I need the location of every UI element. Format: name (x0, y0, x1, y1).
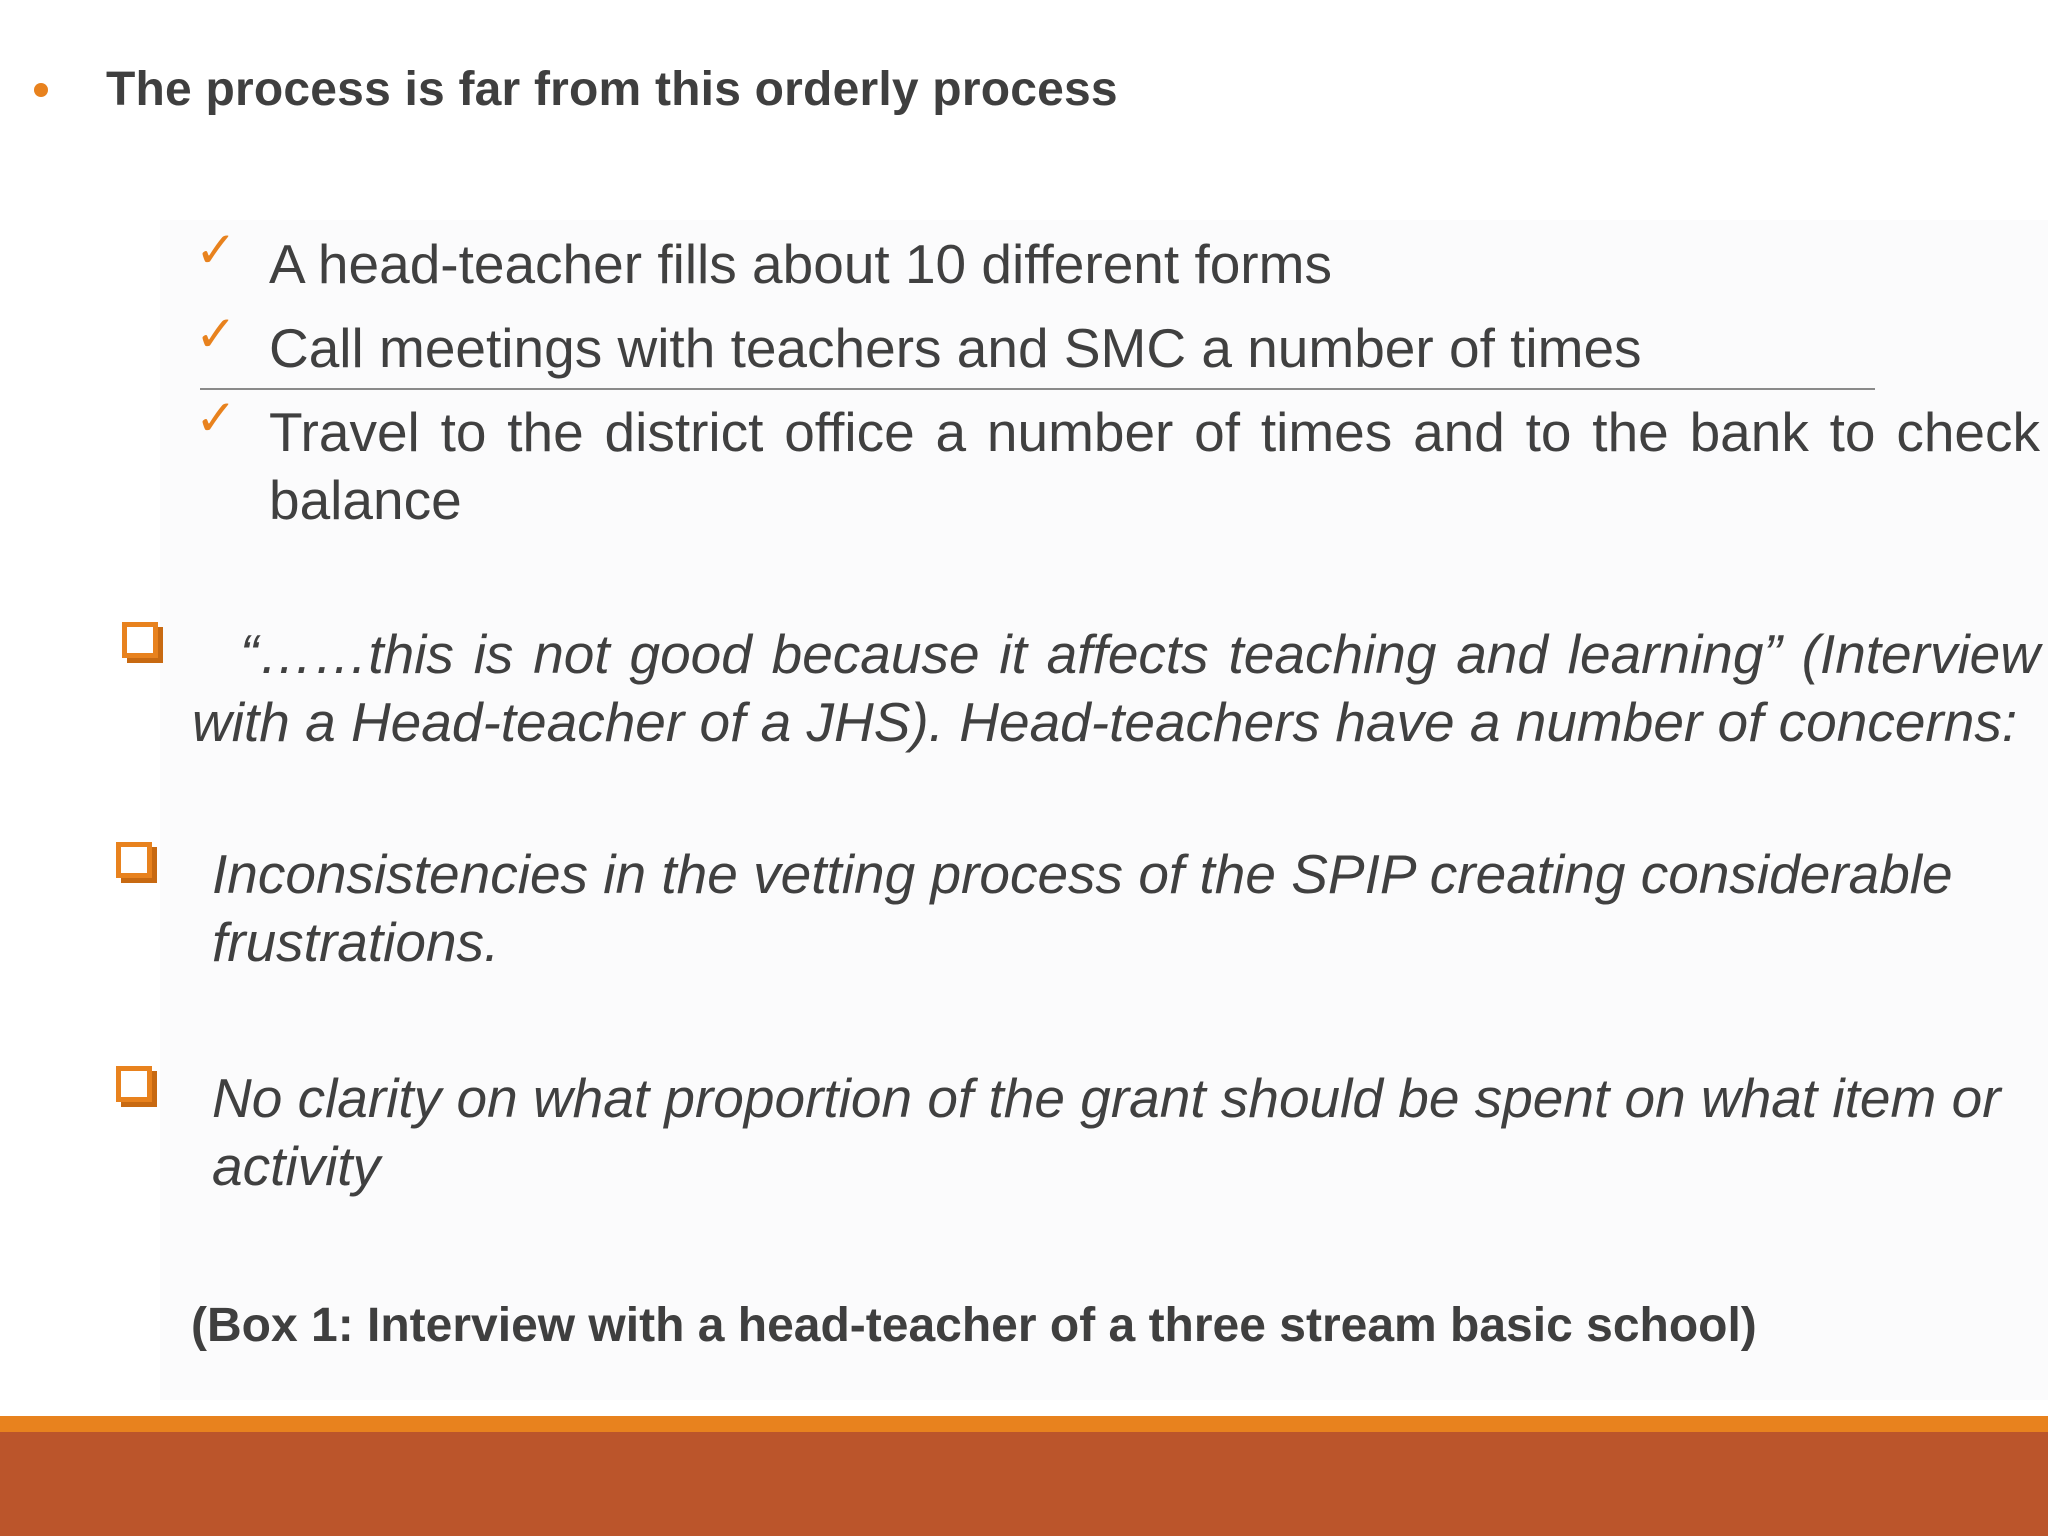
square-checkbox-bullet-icon (116, 1066, 152, 1102)
square-checkbox-bullet-icon (116, 842, 152, 878)
checkmark-icon: ✓ (195, 221, 237, 279)
main-bullet (34, 62, 1118, 117)
square-checkbox-bullet-icon (122, 622, 158, 658)
check-item-text: A head-teacher fills about 10 different forms (269, 233, 1332, 295)
check-list (195, 221, 2048, 550)
main-bullet-text: The process is far from this orderly process (106, 63, 1118, 116)
checkmark-icon: ✓ (195, 305, 237, 363)
footer-bar (0, 1432, 2048, 1536)
check-item-text: Call meetings with teachers and SMC a number of times (269, 317, 1642, 379)
interview-quote: “……this is not good because it affects teaching and learning” (Interview with a Head-teacher of a JHS). Head-teachers have a number of concerns: (192, 623, 2040, 753)
check-item (195, 389, 2048, 534)
orange-dot-icon (34, 83, 48, 97)
footer-accent-bar (0, 1416, 2048, 1432)
check-item (195, 221, 2048, 298)
box-caption: (Box 1: Interview with a head-teacher of a three stream basic school) (191, 1299, 1757, 1352)
checkmark-icon: ✓ (195, 389, 237, 447)
check-item-text: Travel to the district office a number of times and to the bank to check balance (269, 401, 2040, 531)
concern-item: Inconsistencies in the vetting process of the SPIP creating considerable frustrations. (212, 843, 1953, 973)
divider-line (200, 388, 1875, 390)
concern-item: No clarity on what proportion of the grant should be spent on what item or activity (212, 1067, 2001, 1197)
check-item (195, 305, 2048, 382)
